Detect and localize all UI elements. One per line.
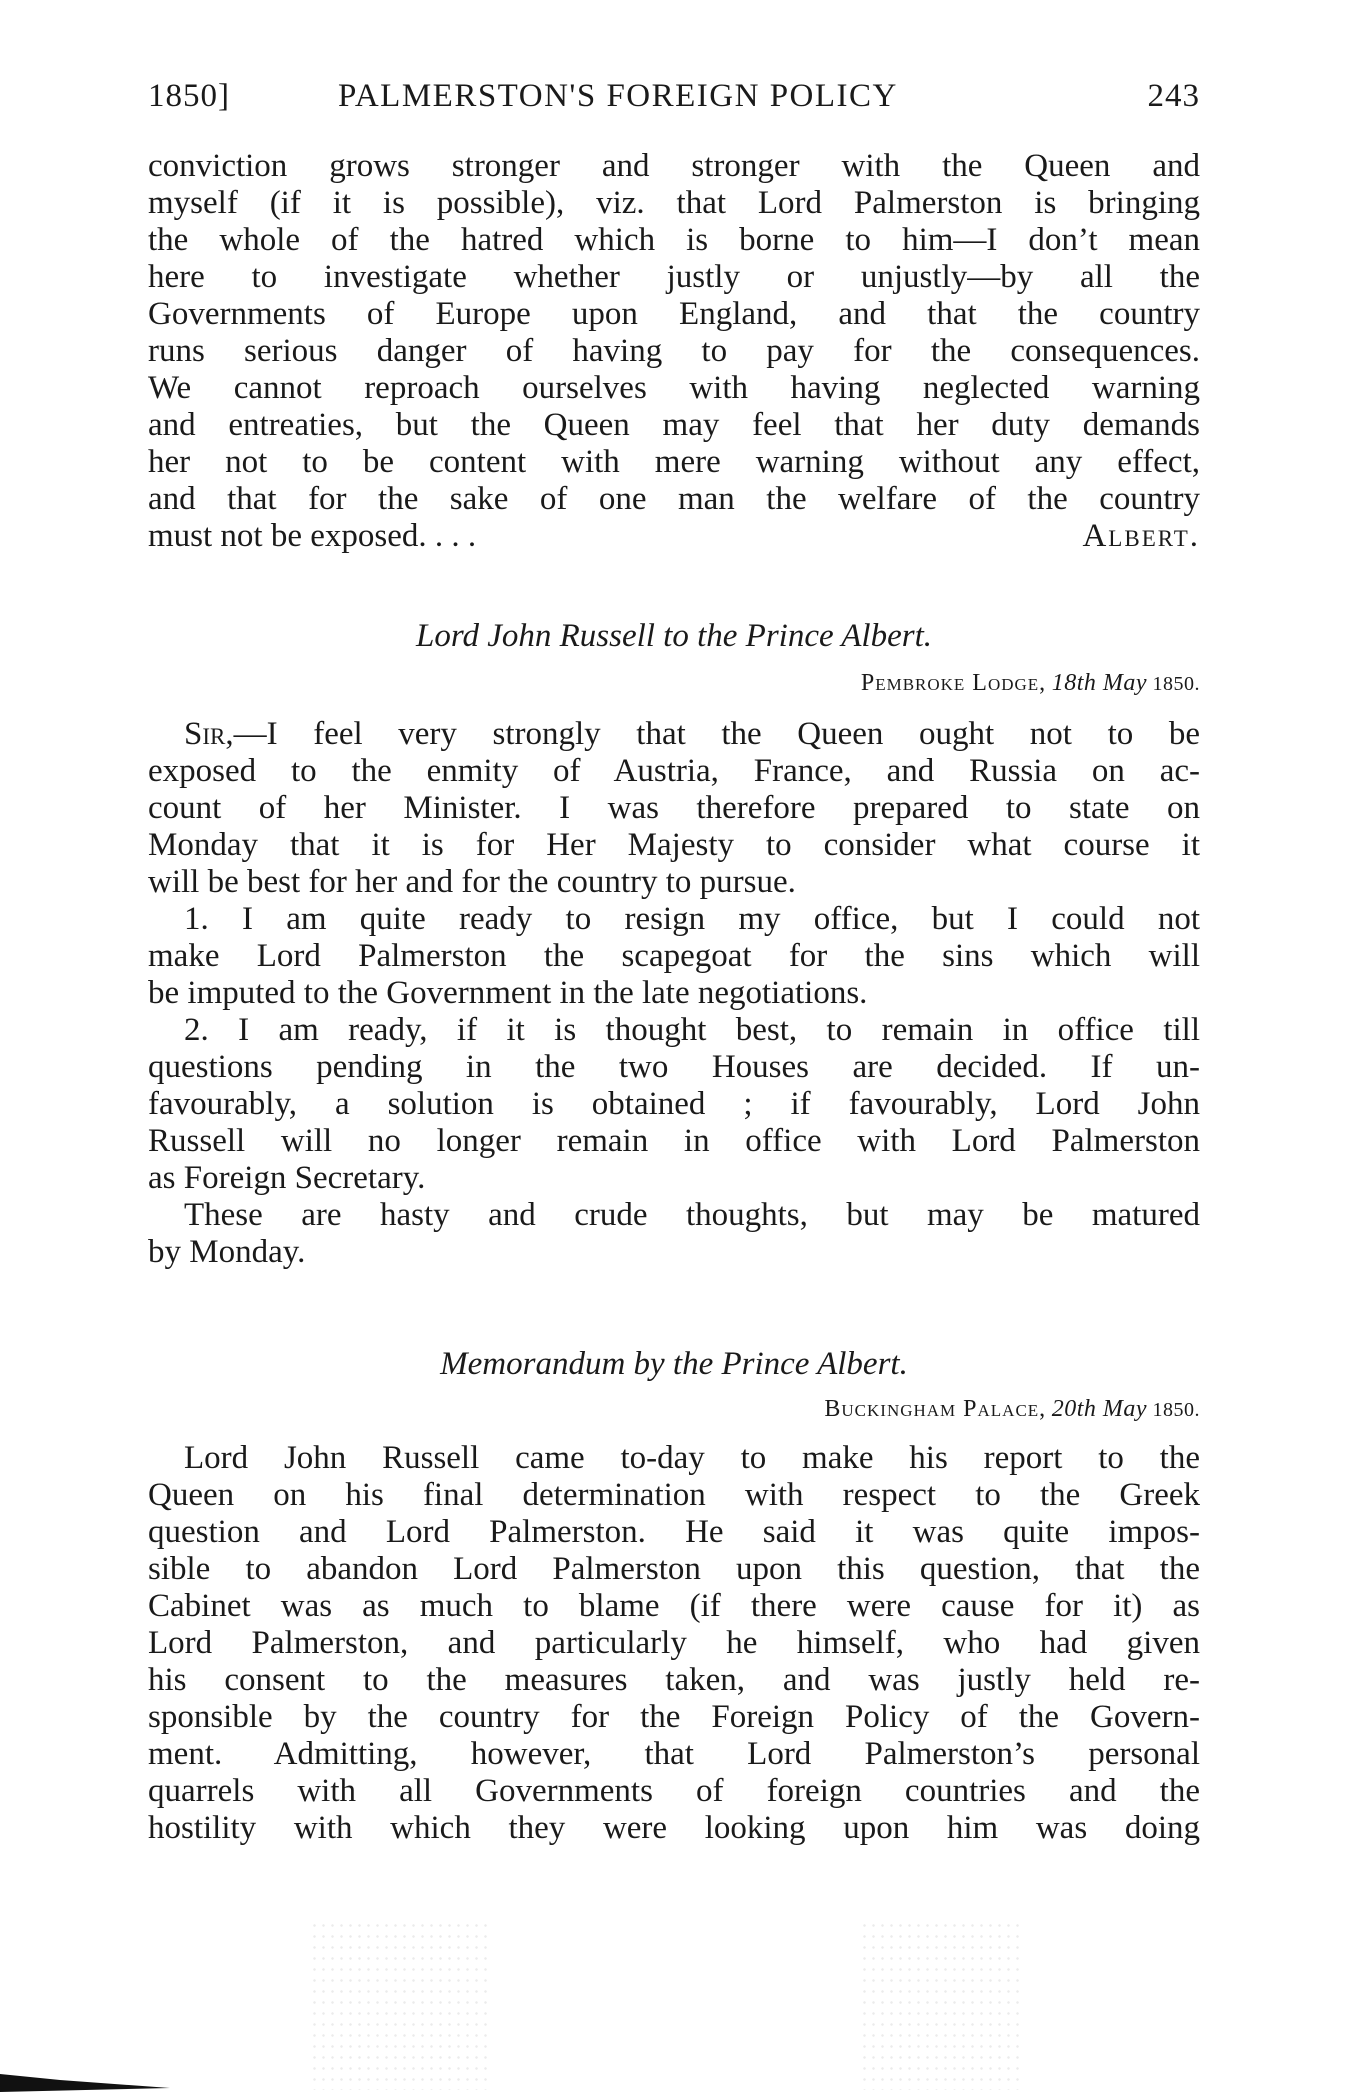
dateline-place: Pembroke Lodge, (860, 670, 1047, 696)
letter-dateline (861, 668, 1200, 698)
text-line: —I feel very strongly that the Queen ought not to be (233, 716, 1200, 752)
text-line: Lord Palmerston, and particularly he himself, who had given (148, 1625, 1200, 1661)
text-line: by Monday. (148, 1234, 306, 1270)
text-line: exposed to the enmity of Austria, France, and Russia on ac- (148, 753, 1200, 789)
text-line: myself (if it is possible), viz. that Lord Palmerston is bringing (148, 185, 1200, 221)
text-line: as Foreign Secretary. (148, 1160, 426, 1196)
text-line: the whole of the hatred which is borne to him—I don’t mean (148, 222, 1200, 258)
letter-body (148, 716, 1200, 1271)
text-line: here to investigate whether justly or unjustly—by all the (148, 259, 1200, 295)
text-line: count of her Minister. I was therefore prepared to state on (148, 790, 1200, 826)
dateline-place: Buckingham Palace, (824, 1396, 1047, 1422)
text-line: will be best for her and for the country to pursue. (148, 864, 796, 900)
page-number: 243 (1147, 78, 1200, 114)
text-line: her not to be content with mere warning without any effect, (148, 444, 1200, 480)
memorandum-body (148, 1440, 1200, 1847)
text-line: and entreaties, but the Queen may feel that her duty demands (148, 407, 1200, 443)
text-line: Russell will no longer remain in office with Lord Palmerston (148, 1123, 1200, 1159)
text-line: question and Lord Palmerston. He said it was quite impos- (148, 1514, 1200, 1550)
memorandum-dateline (824, 1394, 1200, 1424)
text-line: ment. Admitting, however, that Lord Palmerston’s personal (148, 1736, 1200, 1772)
text-line: questions pending in the two Houses are decided. If un- (148, 1049, 1200, 1085)
text-line: Cabinet was as much to blame (if there were cause for it) as (148, 1588, 1200, 1624)
dateline-day: 18th May (1051, 670, 1147, 696)
dateline-day: 20th May (1051, 1396, 1147, 1422)
text-line: Queen on his final determination with respect to the Greek (148, 1477, 1200, 1513)
paragraph-first-line (148, 716, 1200, 753)
text-line: quarrels with all Governments of foreign countries and the (148, 1773, 1200, 1809)
text-line: make Lord Palmerston the scapegoat for the sins which will (148, 938, 1200, 974)
dateline-year: 1850. (1152, 1399, 1200, 1421)
scan-speckle (860, 1920, 1020, 2090)
text-line: sible to abandon Lord Palmerston upon this question, that the (148, 1551, 1200, 1587)
text-line: Monday that it is for Her Majesty to consider what course it (148, 827, 1200, 863)
scan-edge-mark (0, 2070, 180, 2094)
text-line: sponsible by the country for the Foreign Policy of the Govern- (148, 1699, 1200, 1735)
running-head (148, 78, 1200, 126)
text-line: We cannot reproach ourselves with having neglected warning (148, 370, 1200, 406)
running-head-year: 1850] (148, 78, 230, 114)
text-line: These are hasty and crude thoughts, but may be matured (184, 1197, 1200, 1233)
text-line: his consent to the measures taken, and was justly held re- (148, 1662, 1200, 1698)
text-line: favourably, a solution is obtained ; if favourably, Lord John (148, 1086, 1200, 1122)
text-line: be imputed to the Government in the late negotiations. (148, 975, 868, 1011)
letter-heading: Lord John Russell to the Prince Albert. (415, 618, 933, 654)
salutation: Sir, (184, 716, 234, 752)
text-line: 1. I am quite ready to resign my office, but I could not (184, 901, 1200, 937)
text-line: must not be exposed. . . . (148, 518, 477, 554)
text-line: runs serious danger of having to pay for the consequences. (148, 333, 1200, 369)
text-line: Governments of Europe upon England, and that the country (148, 296, 1200, 332)
closing-line (148, 518, 1200, 555)
scan-speckle (310, 1920, 490, 2090)
running-head-title: PALMERSTON'S FOREIGN POLICY (338, 78, 898, 114)
memorandum-heading: Memorandum by the Prince Albert. (440, 1346, 908, 1382)
text-line: Lord John Russell came to-day to make his report to the (184, 1440, 1200, 1476)
continued-letter (148, 148, 1200, 555)
dateline-year: 1850. (1152, 673, 1200, 695)
text-line: hostility with which they were looking upon him was doing (148, 1810, 1200, 1846)
text-line: and that for the sake of one man the welfare of the country (148, 481, 1200, 517)
text-line: conviction grows stronger and stronger with the Queen and (148, 148, 1200, 184)
text-line: 2. I am ready, if it is thought best, to remain in office till (184, 1012, 1200, 1048)
signature-albert: Albert. (1082, 518, 1200, 554)
